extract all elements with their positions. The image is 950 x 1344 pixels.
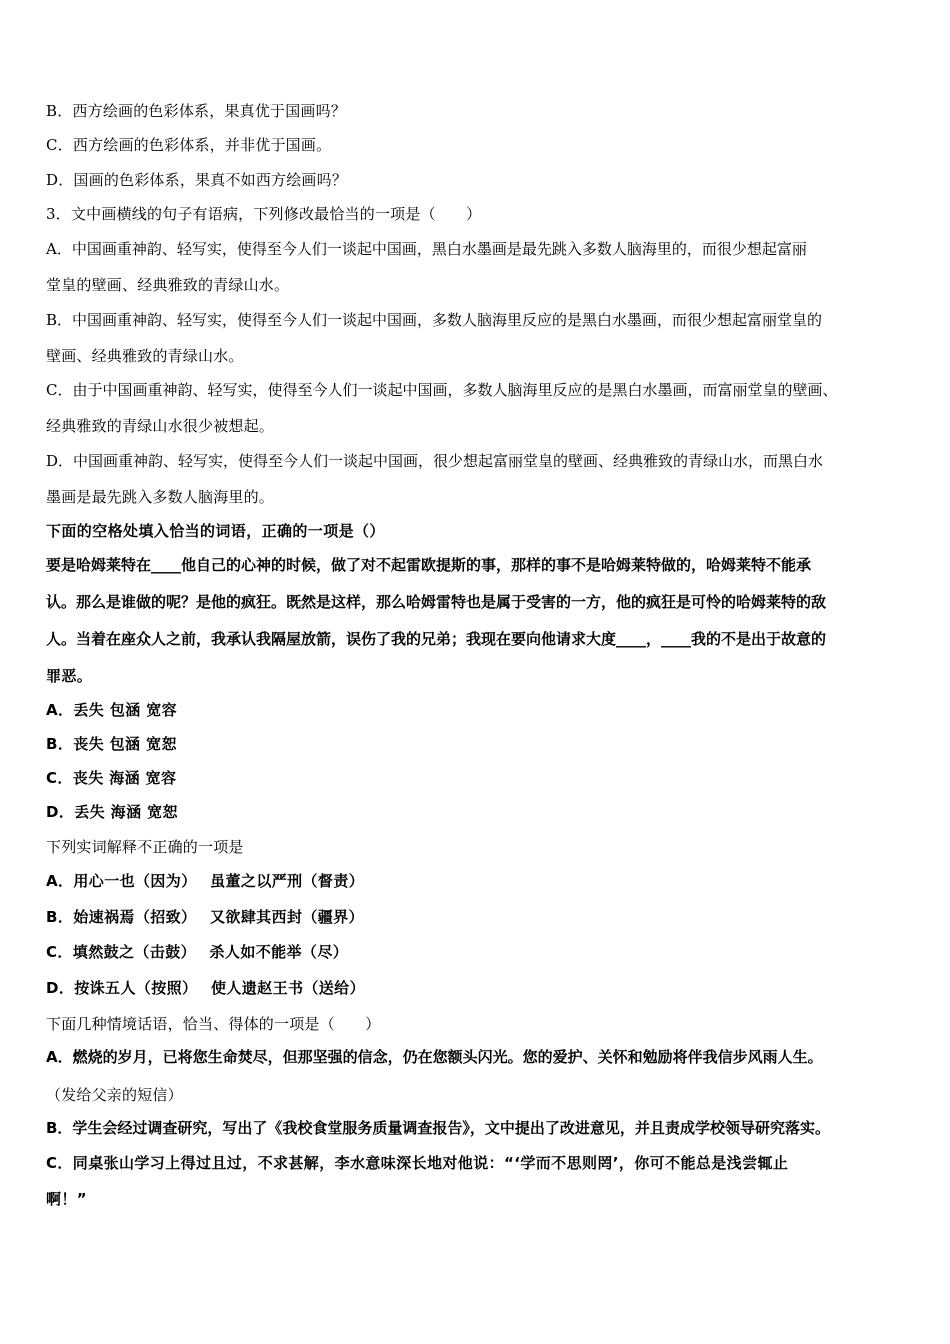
question-fill-blank-stem: 下面的空格处填入恰当的词语，正确的一项是（） [46,522,385,540]
passage-line-4: 罪恶。 [46,667,93,685]
fill-option-a: A．丢失 包涵 宽容 [46,701,178,719]
q3-option-d-line2: 墨画是最先跳入多数人脑海里的。 [46,488,275,506]
q3-option-a-line2: 堂皇的壁画、经典雅致的青绿山水。 [46,276,290,294]
option-c-line: C．西方绘画的色彩体系，并非优于国画。 [46,136,332,154]
speech-option-b: B．学生会经过调查研究，写出了《我校食堂服务质量调查报告》，文中提出了改进意见，并且责成学校领导研究落实。 [46,1119,830,1137]
q3-option-c-line2: 经典雅致的青绿山水很少被想起。 [46,417,275,435]
speech-option-a-line2: （发给父亲的短信） [46,1086,183,1104]
option-b-line: B．西方绘画的色彩体系，果真优于国画吗？ [46,102,347,120]
speech-option-a-line1: A．燃烧的岁月，已将您生命焚尽，但那坚强的信念，仍在您额头闪光。您的爱护、关怀和勉励将伴我信步风雨人生。 [46,1048,823,1066]
meaning-option-b: B．始速祸焉（招致） 又欲肆其西封（疆界） [46,908,364,926]
passage-line-3: 人。当着在座众人之前，我承认我隔屋放箭，误伤了我的兄弟；我现在要向他请求大度____，____我的不是出于故意的 [46,630,827,648]
meaning-option-c: C．填然鼓之（击鼓） 杀人如不能举（尽） [46,943,349,961]
passage-line-2: 认。那么是谁做的呢？是他的疯狂。既然是这样，那么哈姆雷特也是属于受害的一方，他的疯狂是可怜的哈姆莱特的敌 [46,593,827,611]
option-d-line: D．国画的色彩体系，果真不如西方绘画吗？ [46,171,348,189]
q3-option-a-line1: A．中国画重神韵、轻写实，使得至今人们一谈起中国画，黑白水墨画是最先跳入多数人脑海里的，而很少想起富丽 [46,240,807,258]
fill-option-b: B．丧失 包涵 宽恕 [46,735,177,753]
speech-option-c-line1: C．同桌张山学习上得过且过，不求甚解，李水意味深长地对他说：“‘学而不思则罔’，你可不能总是浅尝辄止 [46,1154,789,1172]
fill-option-c: C．丧失 海涵 宽容 [46,769,177,787]
meaning-option-d: D．按诛五人（按照） 使人遗赵王书（送给） [46,979,365,997]
passage-line-1: 要是哈姆莱特在____他自己的心神的时候，做了对不起雷欧提斯的事，那样的事不是哈姆莱特做的，哈姆莱特不能承 [46,556,812,574]
question-3-stem: 3．文中画横线的句子有语病，下列修改最恰当的一项是（ ） [46,205,482,223]
question-context-speech-stem: 下面几种情境话语，恰当、得体的一项是（ ） [46,1015,381,1033]
meaning-option-a: A．用心一也（因为） 虽董之以严刑（督责） [46,872,365,890]
q3-option-b-line2: 壁画、经典雅致的青绿山水。 [46,347,244,365]
q3-option-c-line1: C．由于中国画重神韵、轻写实，使得至今人们一谈起中国画，多数人脑海里反应的是黑白水墨画，而富丽堂皇的壁画、 [46,381,838,399]
question-word-meaning-stem: 下列实词解释不正确的一项是 [46,838,244,856]
speech-option-c-line2: 啊！” [46,1190,88,1208]
q3-option-b-line1: B．中国画重神韵、轻写实，使得至今人们一谈起中国画，多数人脑海里反应的是黑白水墨画，而很少想起富丽堂皇的 [46,311,823,329]
q3-option-d-line1: D．中国画重神韵、轻写实，使得至今人们一谈起中国画，很少想起富丽堂皇的壁画、经典雅致的青绿山水，而黑白水 [46,452,824,470]
fill-option-d: D．丢失 海涵 宽恕 [46,803,178,821]
